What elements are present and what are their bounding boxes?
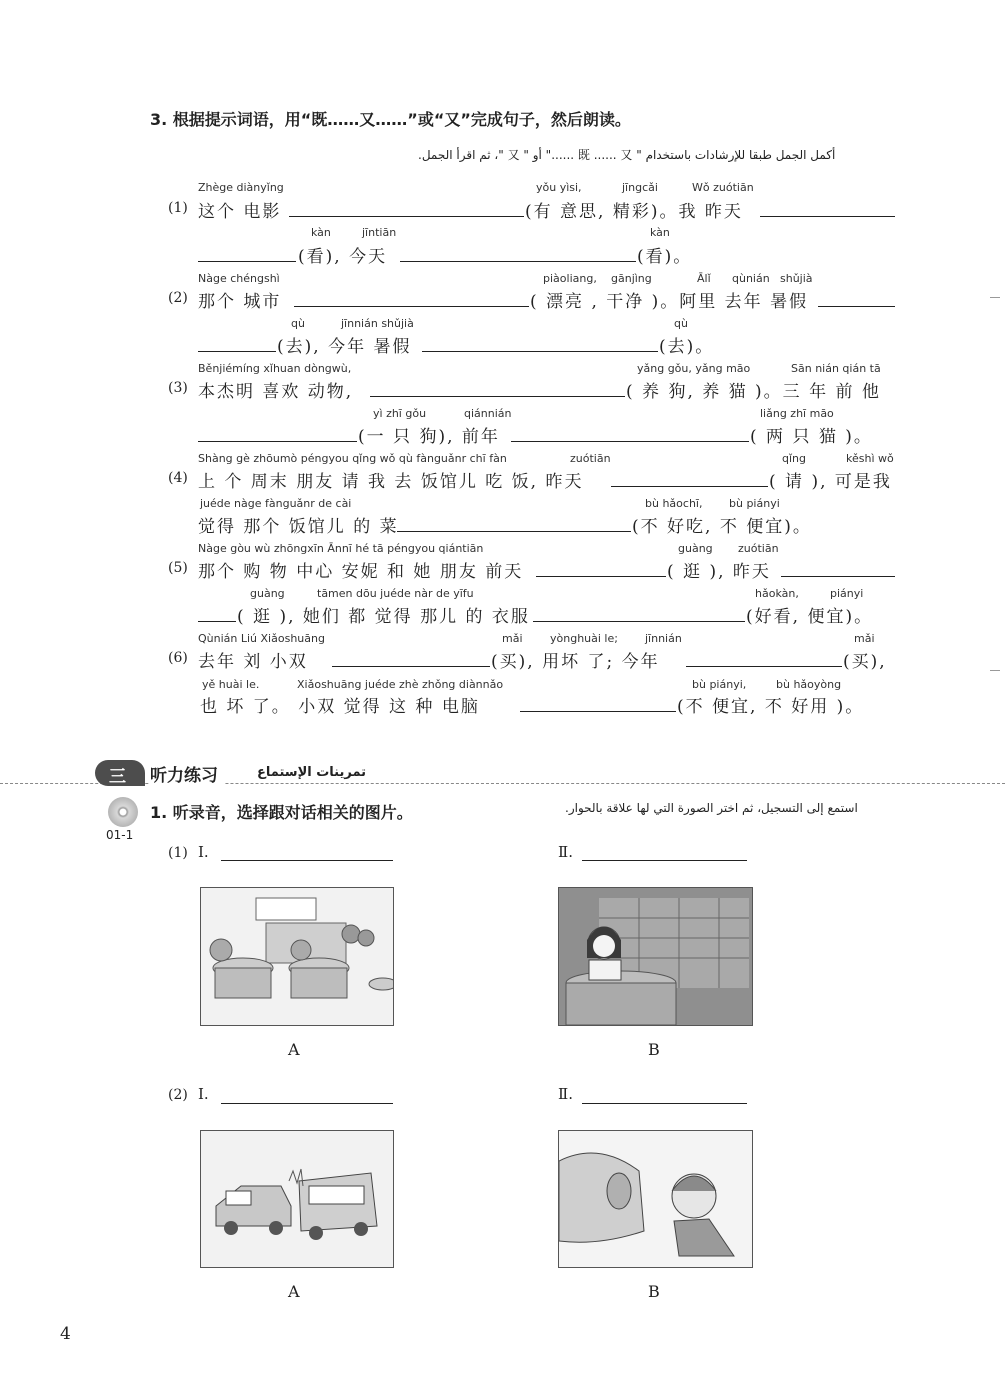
- sentence-text: 去年 刘 小双: [198, 652, 308, 672]
- pinyin: bù piányi,: [692, 678, 747, 691]
- library-scene-image: [559, 888, 752, 1025]
- injured-person-illustration[interactable]: [558, 1130, 753, 1268]
- item-number: (2): [168, 290, 188, 306]
- answer-blank[interactable]: [221, 860, 393, 861]
- pinyin: Běnjiémíng xǐhuan dòngwù,: [198, 362, 352, 375]
- sentence-text: 也 坏 了。 小双 觉得 这 种 电脑: [200, 697, 480, 717]
- injured-person-image: [559, 1131, 752, 1267]
- answer-blank[interactable]: [294, 306, 529, 307]
- answer-blank[interactable]: [511, 441, 749, 442]
- pinyin: liǎng zhī māo: [760, 407, 834, 420]
- sentence-text: 本杰明 喜欢 动物,: [198, 382, 354, 402]
- answer-blank[interactable]: [582, 1103, 747, 1104]
- restaurant-scene-image: [201, 888, 393, 1025]
- answer-blank[interactable]: [781, 576, 895, 577]
- answer-blank[interactable]: [198, 441, 357, 442]
- answer-blank[interactable]: [332, 666, 490, 667]
- item-number: (5): [168, 560, 188, 576]
- pinyin: yǒu yìsi,: [536, 181, 582, 194]
- pinyin: jīntiān: [362, 226, 397, 239]
- pinyin: kàn: [311, 226, 331, 239]
- listening-title: 1. 听录音，选择跟对话相关的图片。: [150, 803, 413, 822]
- pinyin: yǎng gǒu, yǎng māo: [637, 362, 751, 375]
- audio-track-number: 01-1: [106, 828, 134, 842]
- pinyin: qùnián: [732, 272, 770, 285]
- pinyin: yì zhī gǒu: [373, 407, 427, 420]
- sentence-text: (好看, 便宜)。: [746, 607, 874, 627]
- pinyin: kàn: [650, 226, 670, 239]
- answer-blank[interactable]: [582, 860, 747, 861]
- option-label-1: Ⅰ.: [198, 1085, 209, 1103]
- section-title: 听力练习: [150, 761, 224, 786]
- answer-blank[interactable]: [289, 216, 524, 217]
- pinyin: yònghuài le;: [550, 632, 618, 645]
- answer-blank[interactable]: [198, 351, 276, 352]
- pinyin: piányi: [830, 587, 864, 600]
- pinyin: bù hǎochī,: [645, 497, 703, 510]
- sentence-text: (买), 用坏 了; 今年: [491, 652, 660, 672]
- pinyin: Shàng gè zhōumò péngyou qǐng wǒ qù fànguǎnr chī fàn: [198, 452, 507, 465]
- pinyin: Zhège diànyǐng: [198, 181, 284, 194]
- section-number: 三: [109, 767, 126, 787]
- pinyin: guàng: [678, 542, 713, 555]
- pinyin: qù: [291, 317, 305, 330]
- sentence-text: (不 便宜, 不 好用 )。: [677, 697, 865, 717]
- pinyin: mǎi: [502, 632, 523, 645]
- option-label-2: Ⅱ.: [558, 1085, 573, 1103]
- pinyin: bù piányi: [729, 497, 780, 510]
- sentence-text: (去)。: [659, 337, 715, 357]
- item-number: (4): [168, 470, 188, 486]
- sentence-text: ( 逛 ), 她们 都 觉得 那儿 的 衣服: [237, 607, 530, 627]
- pinyin: yě huài le.: [202, 678, 260, 691]
- pinyin: jīnnián: [645, 632, 682, 645]
- pinyin: zuótiān: [738, 542, 779, 555]
- answer-blank[interactable]: [533, 621, 745, 622]
- sentence-text: (不 好吃, 不 便宜)。: [632, 517, 812, 537]
- sentence-text: (去), 今年 暑假: [277, 337, 412, 357]
- sentence-text: 那个 城市: [198, 292, 282, 312]
- audio-cd-icon[interactable]: [108, 797, 138, 827]
- sentence-text: ( 漂亮 , 干净 )。阿里 去年 暑假: [530, 292, 809, 312]
- pinyin: kěshì wǒ: [846, 452, 894, 465]
- picture-label-a: A: [288, 1040, 300, 1059]
- picture-label-b: B: [648, 1282, 660, 1301]
- sentence-text: ( 请 ), 可是我: [769, 472, 892, 492]
- answer-blank[interactable]: [686, 666, 842, 667]
- pinyin: Ālǐ: [697, 272, 711, 285]
- sentence-text: 那个 购 物 中心 安妮 和 她 朋友 前天: [198, 562, 524, 582]
- pinyin: juéde nàge fànguǎnr de cài: [200, 497, 352, 510]
- pinyin: qiánnián: [464, 407, 512, 420]
- margin-mark: [990, 297, 1000, 298]
- pinyin: Xiǎoshuāng juéde zhè zhǒng diànnǎo: [297, 678, 504, 691]
- pinyin: jīnnián shǔjià: [341, 317, 414, 330]
- picture-label-a: A: [288, 1282, 300, 1301]
- picture-label-b: B: [648, 1040, 660, 1059]
- answer-blank[interactable]: [397, 531, 631, 532]
- pinyin: Wǒ zuótiān: [692, 181, 754, 194]
- listening-instruction-arabic: استمع إلى التسجيل، ثم اختر الصورة التي لها علاقة بالحوار.: [565, 801, 858, 815]
- item-number: (3): [168, 380, 188, 396]
- car-accident-illustration[interactable]: [200, 1130, 394, 1268]
- item-number: (1): [168, 200, 188, 216]
- pinyin: Nàge chéngshì: [198, 272, 280, 285]
- sentence-text: 这个 电影: [198, 202, 282, 222]
- question-number: (2): [168, 1087, 188, 1103]
- section-number-badge: [95, 760, 145, 786]
- pinyin: Nàge gòu wù zhōngxīn Ānnī hé tā péngyou qiántiān: [198, 542, 484, 555]
- sentence-text: 上 个 周末 朋友 请 我 去 饭馆儿 吃 饭, 昨天: [198, 472, 584, 492]
- pinyin: Qùnián Liú Xiǎoshuāng: [198, 632, 325, 645]
- sentence-text: (一 只 狗), 前年: [358, 427, 500, 447]
- pinyin: zuótiān: [570, 452, 611, 465]
- pinyin: tāmen dōu juéde nàr de yīfu: [317, 587, 474, 600]
- pinyin: piàoliang,: [543, 272, 597, 285]
- item-number: (6): [168, 650, 188, 666]
- pinyin: gānjìng: [611, 272, 652, 285]
- pinyin: jīngcǎi: [622, 181, 658, 194]
- answer-blank[interactable]: [818, 306, 895, 307]
- car-accident-image: [201, 1131, 393, 1267]
- option-label-1: Ⅰ.: [198, 843, 209, 861]
- sentence-text: (有 意思, 精彩)。我 昨天: [525, 202, 743, 222]
- page-number: 4: [60, 1324, 71, 1344]
- sentence-text: (买),: [843, 652, 887, 672]
- section-title-arabic: تمرينات الإستماع: [253, 765, 370, 780]
- pinyin: qù: [674, 317, 688, 330]
- answer-blank[interactable]: [198, 261, 296, 262]
- exercise-title: 3. 根据提示词语，用“既……又……”或“又”完成句子，然后朗读。: [150, 110, 631, 129]
- answer-blank[interactable]: [760, 216, 895, 217]
- pinyin: hǎokàn,: [755, 587, 799, 600]
- restaurant-illustration[interactable]: [200, 887, 394, 1026]
- answer-blank[interactable]: [221, 1103, 393, 1104]
- question-number: (1): [168, 845, 188, 861]
- sentence-text: 觉得 那个 饭馆儿 的 菜: [198, 517, 399, 537]
- pinyin: shǔjià: [780, 272, 813, 285]
- pinyin: mǎi: [854, 632, 875, 645]
- answer-blank[interactable]: [422, 351, 658, 352]
- pinyin: guàng: [250, 587, 285, 600]
- answer-blank[interactable]: [400, 261, 636, 262]
- option-label-2: Ⅱ.: [558, 843, 573, 861]
- library-illustration[interactable]: [558, 887, 753, 1026]
- margin-mark: [990, 670, 1000, 671]
- answer-blank[interactable]: [536, 576, 666, 577]
- sentence-text: ( 逛 ), 昨天: [667, 562, 771, 582]
- pinyin: Sān nián qián tā: [791, 362, 881, 375]
- pinyin: qǐng: [782, 452, 806, 465]
- answer-blank[interactable]: [520, 711, 676, 712]
- pinyin: bù hǎoyòng: [776, 678, 842, 691]
- sentence-text: ( 养 狗, 养 猫 )。三 年 前 他: [626, 382, 881, 402]
- sentence-text: (看)。: [637, 247, 693, 267]
- sentence-text: (看), 今天: [298, 247, 388, 267]
- answer-blank[interactable]: [370, 396, 625, 397]
- answer-blank[interactable]: [198, 621, 236, 622]
- exercise-instruction-arabic: أكمل الجمل طبقا للإرشادات باستخدام " 既 ...... 又 ......" أو " 又 "، ثم اقرأ الجمل.: [418, 148, 836, 162]
- answer-blank[interactable]: [611, 486, 768, 487]
- sentence-text: ( 两 只 猫 )。: [750, 427, 873, 447]
